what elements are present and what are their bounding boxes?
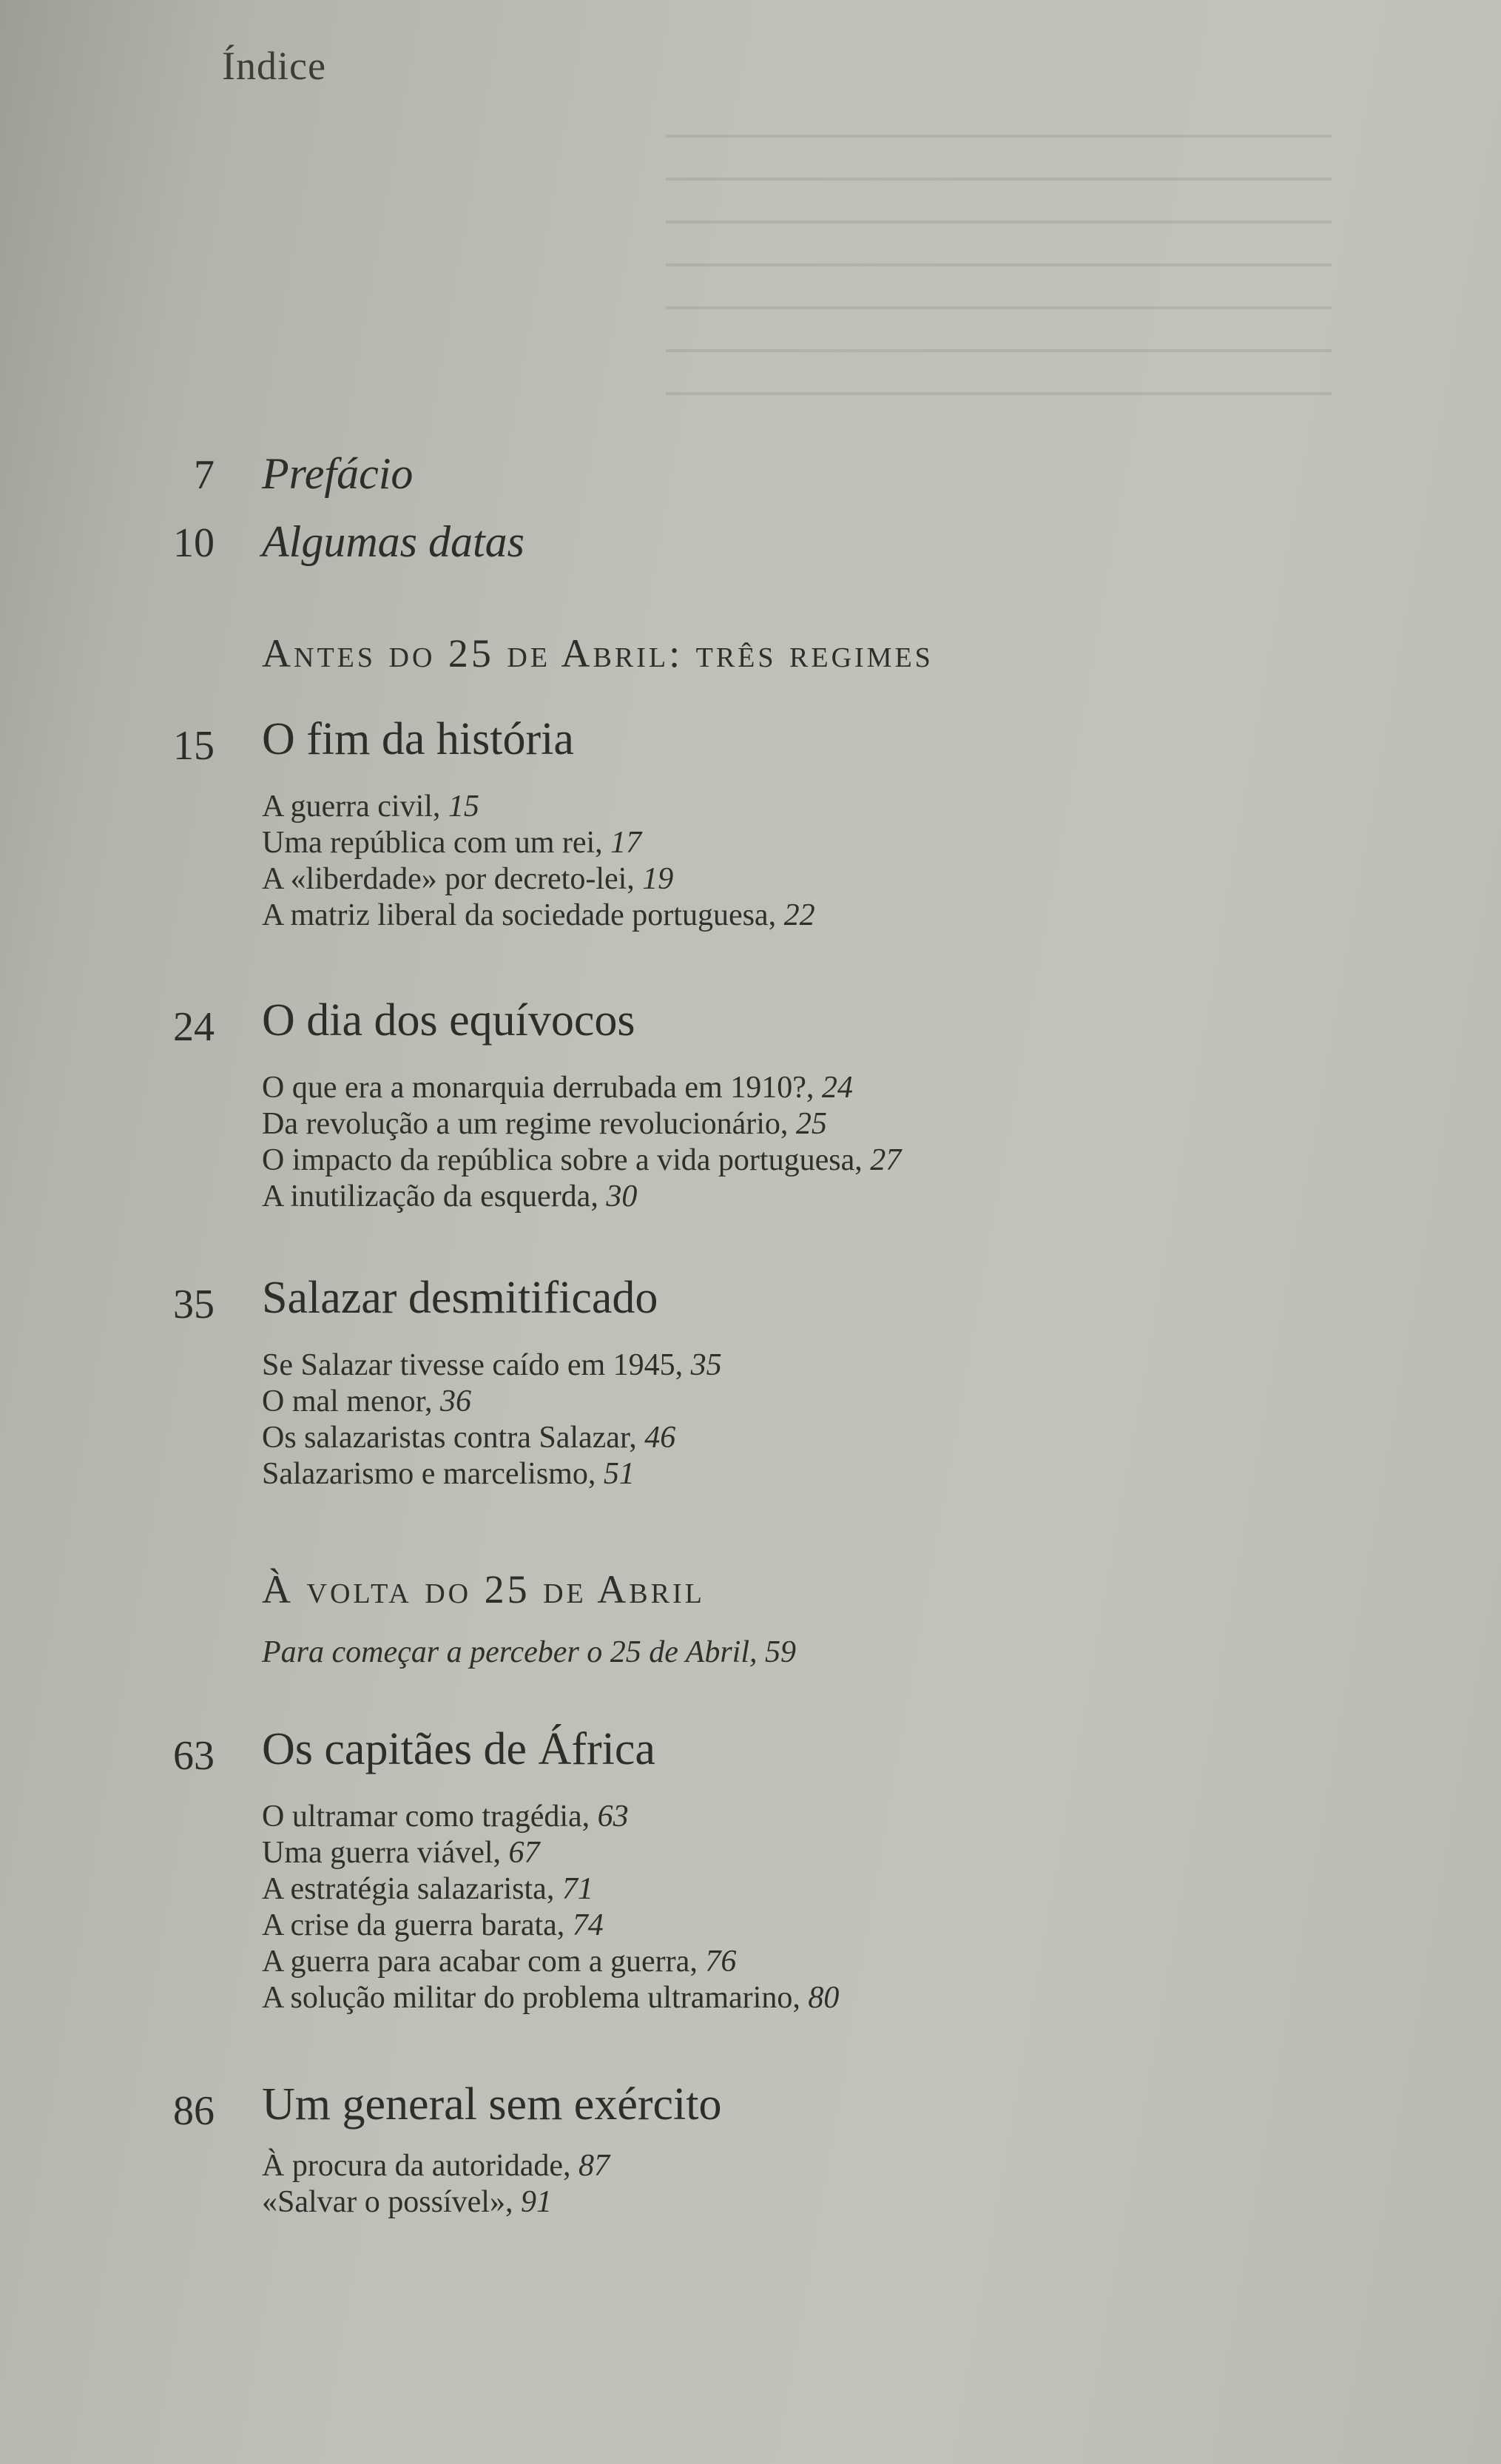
- page-number: 24: [173, 1004, 215, 1050]
- list-item: A matriz liberal da sociedade portuguesa, 22: [262, 898, 815, 932]
- chapter-title: O fim da história: [262, 714, 574, 764]
- list-item: Salazarismo e marcelismo, 51: [262, 1457, 635, 1491]
- list-item: Da revolução a um regime revolucionário, 25: [262, 1107, 827, 1141]
- chapter: [0, 1722, 1501, 2077]
- list-item: «Salvar o possível», 91: [262, 2185, 552, 2219]
- list-item: A «liberdade» por decreto-lei, 19: [262, 862, 674, 896]
- list-item: O impacto da república sobre a vida portuguesa, 27: [262, 1143, 902, 1177]
- list-item: À procura da autoridade, 87: [262, 2149, 610, 2183]
- chapter-title: Um general sem exército: [262, 2079, 722, 2130]
- subsection-list: [262, 789, 1501, 934]
- chapter-title: Salazar desmitificado: [262, 1273, 658, 1323]
- chapter: [0, 712, 1501, 993]
- chapter-heading: [0, 712, 1501, 789]
- entry-title: Algumas datas: [262, 517, 525, 566]
- list-item: Se Salazar tivesse caído em 1945, 35: [262, 1348, 722, 1382]
- page-number: 15: [173, 723, 215, 769]
- chapter-heading: [0, 1722, 1501, 1799]
- table-of-contents: [0, 444, 1501, 2221]
- list-item: A guerra civil, 15: [262, 790, 479, 824]
- toc-entry-prefacio: [0, 444, 1501, 512]
- list-item: A crise da guerra barata, 74: [262, 1908, 604, 1942]
- subsection-list: [262, 1799, 1501, 2016]
- list-item: O mal menor, 36: [262, 1384, 471, 1418]
- chapter: [0, 1270, 1501, 1566]
- part-heading: Antes do 25 de Abril: três regimes: [262, 631, 934, 676]
- list-item: Os salazaristas contra Salazar, 46: [262, 1421, 676, 1455]
- subsection-list: [262, 1070, 1501, 1215]
- chapter-title: Os capitães de África: [262, 1724, 655, 1774]
- chapter-title: O dia dos equívocos: [262, 995, 635, 1046]
- list-item: O ultramar como tragédia, 63: [262, 1800, 629, 1834]
- list-item: O que era a monarquia derrubada em 1910?, 24: [262, 1071, 853, 1105]
- chapter-heading: [0, 2077, 1501, 2148]
- subsection-list: [262, 2148, 1501, 2221]
- chapter-heading: [0, 1270, 1501, 1347]
- entry-title: Prefácio: [262, 449, 414, 498]
- page-number: 86: [173, 2088, 215, 2134]
- chapter: [0, 2077, 1501, 2221]
- list-item: A solução militar do problema ultramarino, 80: [262, 1981, 840, 2015]
- part-intro: Para começar a perceber o 25 de Abril, 59: [262, 1635, 797, 1669]
- subsection-list: [262, 1347, 1501, 1492]
- show-through-text: [666, 111, 1332, 422]
- list-item: A estratégia salazarista, 71: [262, 1872, 593, 1906]
- chapter-heading: [0, 993, 1501, 1070]
- page-number: 10: [173, 520, 215, 566]
- part-heading: À volta do 25 de Abril: [262, 1567, 705, 1612]
- toc-entry-datas: [0, 512, 1501, 630]
- page-number: 7: [194, 452, 215, 498]
- list-item: A guerra para acabar com a guerra, 76: [262, 1945, 737, 1979]
- page-number: 63: [173, 1733, 215, 1779]
- chapter: [0, 993, 1501, 1270]
- list-item: Uma república com um rei, 17: [262, 826, 642, 860]
- page-number: 35: [173, 1282, 215, 1327]
- list-item: A inutilização da esquerda, 30: [262, 1179, 638, 1214]
- page-header: Índice: [222, 44, 326, 88]
- list-item: Uma guerra viável, 67: [262, 1836, 540, 1870]
